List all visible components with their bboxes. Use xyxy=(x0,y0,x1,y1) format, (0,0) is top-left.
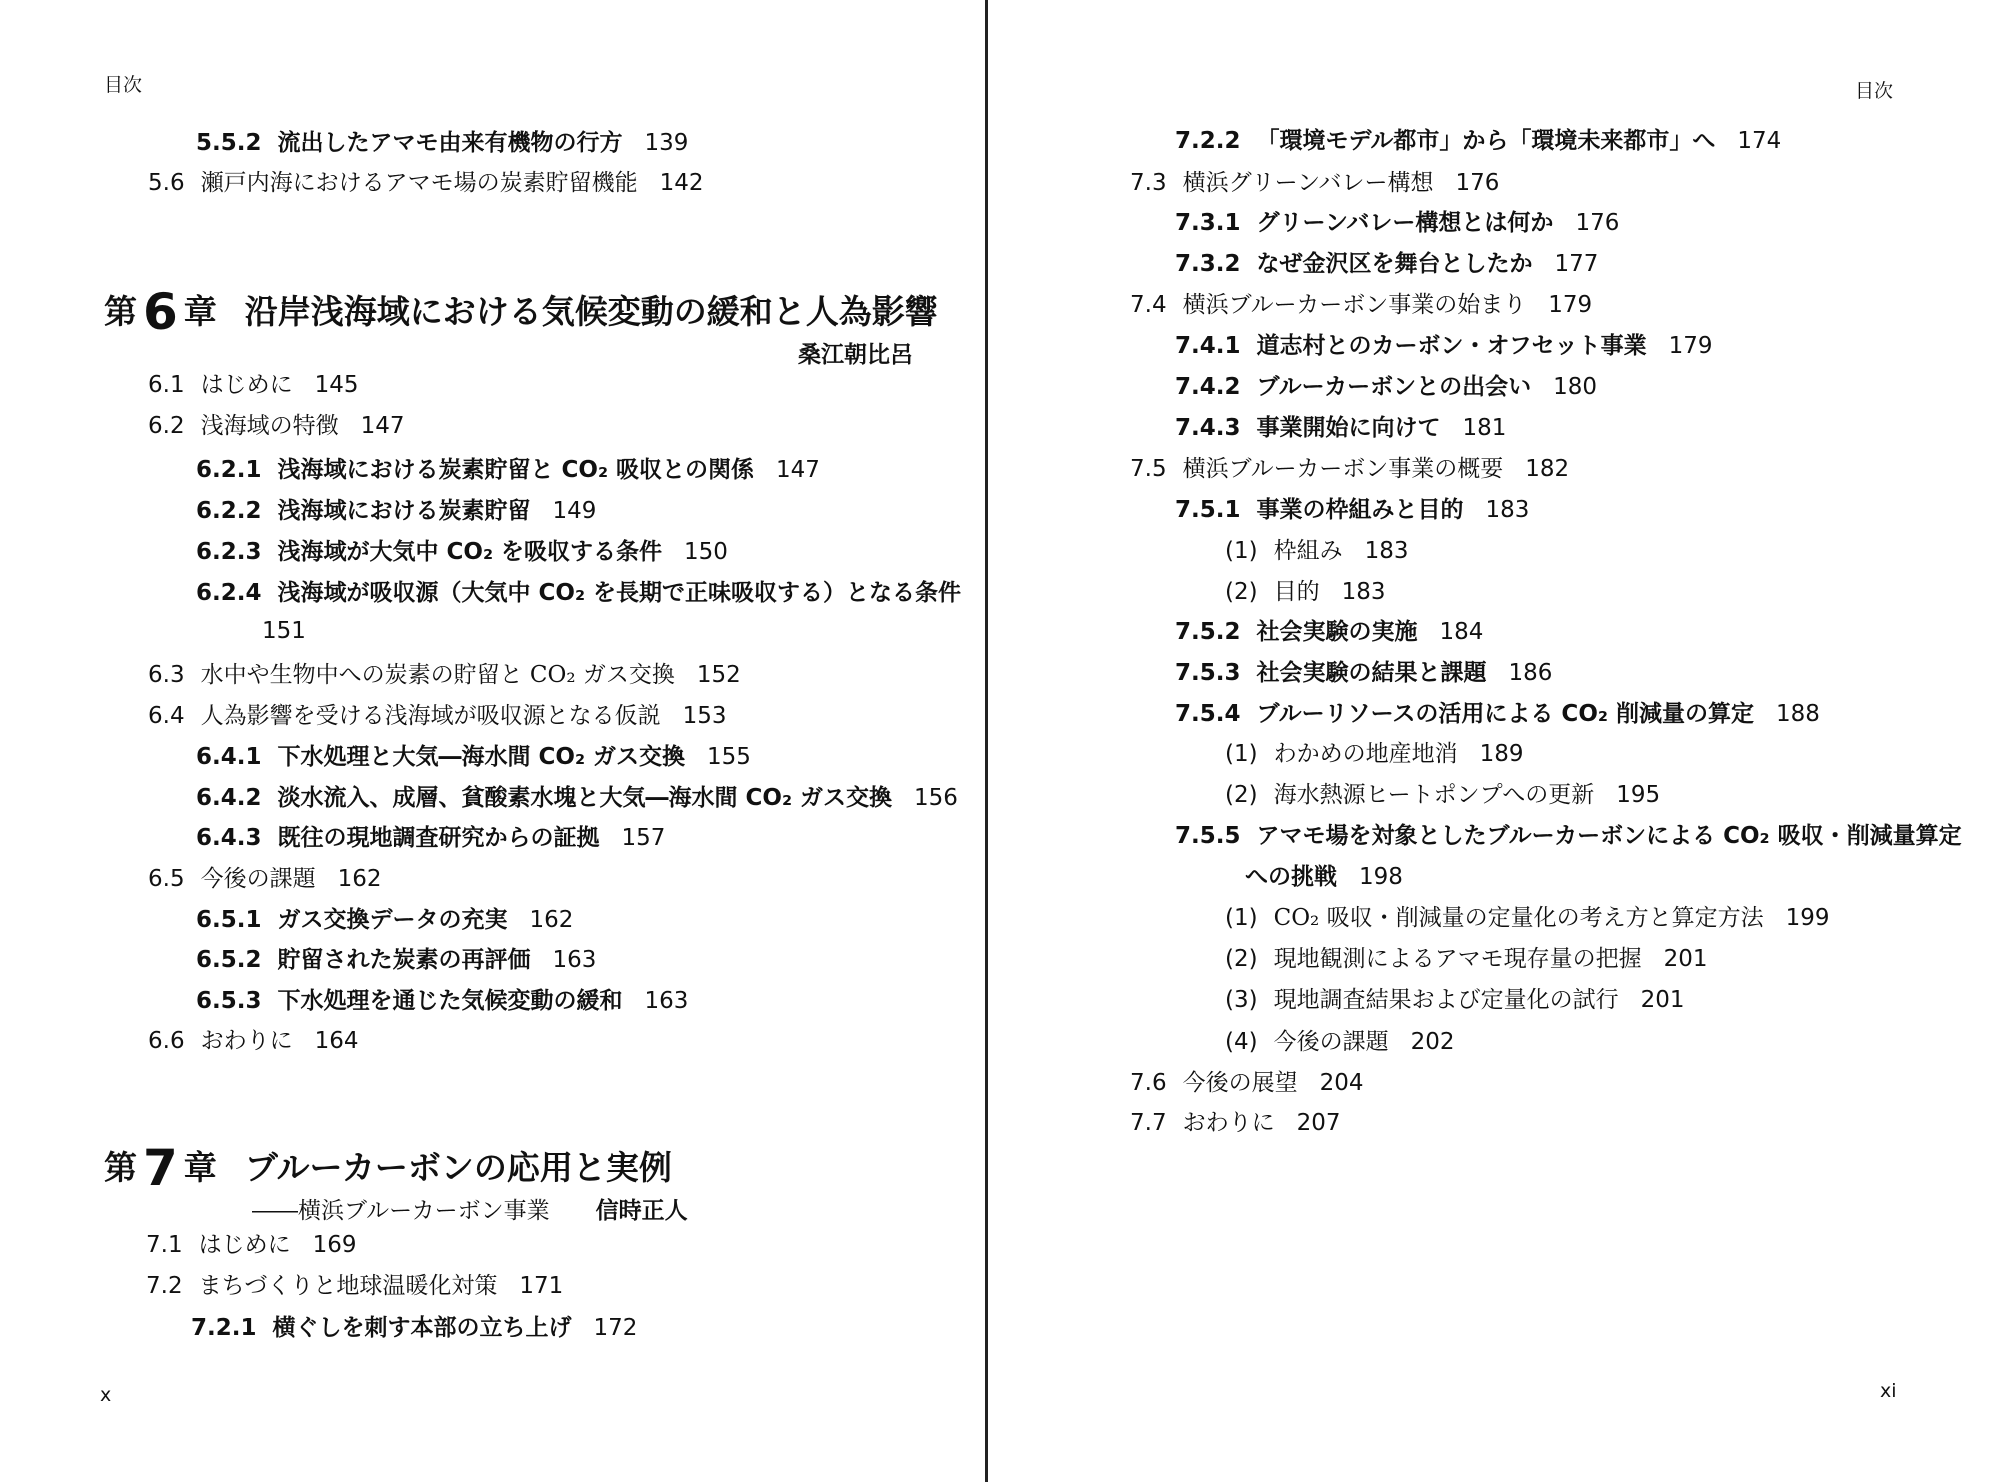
toc-entry-title: CO₂ 吸収・削減量の定量化の考え方と算定方法 xyxy=(1273,905,1764,931)
toc-entry xyxy=(191,1313,637,1343)
toc-entry-title: 社会実験の結果と課題 xyxy=(1256,660,1487,686)
toc-entry-page: 163 xyxy=(644,988,689,1014)
toc-entry xyxy=(1175,331,1713,361)
toc-entry xyxy=(196,905,573,935)
chapter-prefix: 第 xyxy=(104,292,137,331)
toc-entry xyxy=(146,1230,356,1260)
toc-entry-page: 183 xyxy=(1364,538,1409,564)
toc-entry-number: (1) xyxy=(1225,741,1258,767)
toc-entry-title: 社会実験の実施 xyxy=(1256,619,1418,645)
toc-entry-number: 5.5.2 xyxy=(196,130,262,156)
toc-entry-number: 7.4 xyxy=(1130,292,1167,318)
toc-entry-page: 153 xyxy=(682,703,727,729)
toc-entry-title: 下水処理と大気―海水間 CO₂ ガス交換 xyxy=(277,744,686,770)
toc-entry-page: 149 xyxy=(552,498,597,524)
toc-entry-title: おわりに xyxy=(1182,1110,1275,1136)
toc-entry-title: 現地観測によるアマモ現存量の把握 xyxy=(1273,946,1642,972)
toc-entry xyxy=(146,1271,563,1301)
toc-entry xyxy=(196,496,596,526)
toc-entry-title: 今後の課題 xyxy=(1273,1029,1389,1055)
toc-entry xyxy=(1225,944,1708,974)
chapter-title: 沿岸浅海域における気候変動の緩和と人為影響 xyxy=(244,292,938,331)
toc-entry-number: (2) xyxy=(1225,782,1258,808)
toc-entry-number: 7.2.2 xyxy=(1175,128,1241,154)
toc-entry-title: 事業の枠組みと目的 xyxy=(1256,497,1464,523)
right-page xyxy=(990,0,2000,1482)
toc-entry-title: 横浜ブルーカーボン事業の概要 xyxy=(1182,456,1504,482)
toc-entry-number: 6.4 xyxy=(148,703,185,729)
toc-entry-page: 204 xyxy=(1319,1070,1364,1096)
toc-entry-title: 浅海域における炭素貯留と CO₂ 吸収との関係 xyxy=(277,457,755,483)
chapter-subtitle: ――横浜ブルーカーボン事業 xyxy=(252,1198,550,1224)
toc-entry-number: (4) xyxy=(1225,1029,1258,1055)
toc-entry-number: 6.3 xyxy=(148,662,185,688)
toc-entry-title: 瀬戸内海におけるアマモ場の炭素貯留機能 xyxy=(200,170,638,196)
toc-entry xyxy=(196,823,665,853)
toc-entry xyxy=(1225,780,1660,810)
toc-entry-title: 現地調査結果および定量化の試行 xyxy=(1273,987,1619,1013)
toc-entry-title: 今後の課題 xyxy=(200,866,316,892)
toc-entry xyxy=(148,168,703,198)
toc-entry-number: 7.3.2 xyxy=(1175,251,1241,277)
page-number: xi xyxy=(1880,1380,1897,1402)
toc-entry-number: (1) xyxy=(1225,905,1258,931)
toc-entry-title: 流出したアマモ由来有機物の行方 xyxy=(277,130,623,156)
toc-entry-number: 6.5 xyxy=(148,866,185,892)
toc-entry-title: 枠組み xyxy=(1273,538,1343,564)
toc-entry-number: (1) xyxy=(1225,538,1258,564)
toc-entry-title: なぜ金沢区を舞台としたか xyxy=(1256,251,1533,277)
toc-entry-page: 179 xyxy=(1668,333,1713,359)
toc-entry-number: 6.5.3 xyxy=(196,988,262,1014)
toc-entry-title: 横浜グリーンバレー構想 xyxy=(1182,170,1434,196)
toc-entry xyxy=(148,660,741,690)
toc-entry-page: 147 xyxy=(776,457,820,483)
toc-entry-title: アマモ場を対象としたブルーカーボンによる CO₂ 吸収・削減量算定 xyxy=(1256,823,1962,849)
toc-entry-title: 下水処理を通じた気候変動の緩和 xyxy=(277,988,623,1014)
toc-entry-page: 180 xyxy=(1553,374,1598,400)
chapter-author: 信時正人 xyxy=(595,1198,688,1224)
toc-entry-page: 207 xyxy=(1296,1110,1341,1136)
toc-entry xyxy=(1175,495,1529,525)
toc-entry xyxy=(1130,168,1499,198)
toc-entry xyxy=(1245,862,1403,892)
toc-entry xyxy=(1225,739,1524,769)
toc-entry xyxy=(196,578,961,608)
toc-entry-number: (2) xyxy=(1225,579,1258,605)
toc-entry-number: 6.1 xyxy=(148,372,185,398)
toc-entry-number: 7.5.5 xyxy=(1175,823,1241,849)
toc-entry-title: 水中や生物中への炭素の貯留と CO₂ ガス交換 xyxy=(200,662,675,688)
toc-entry-title: 海水熱源ヒートポンプへの更新 xyxy=(1273,782,1595,808)
toc-entry-title: 貯留された炭素の再評価 xyxy=(277,947,531,973)
toc-entry-number: 6.4.3 xyxy=(196,825,262,851)
chapter-prefix: 第 xyxy=(104,1148,137,1187)
toc-entry-number: 6.5.2 xyxy=(196,947,262,973)
chapter-suffix: 章 xyxy=(183,292,217,331)
toc-entry-page: 183 xyxy=(1341,579,1386,605)
toc-entry-number: 7.6 xyxy=(1130,1070,1167,1096)
toc-entry-page: 176 xyxy=(1455,170,1500,196)
toc-entry-number: 7.5 xyxy=(1130,456,1167,482)
toc-entry-number: 6.4.1 xyxy=(196,744,262,770)
toc-entry-page: 162 xyxy=(337,866,382,892)
toc-entry xyxy=(1130,454,1569,484)
toc-entry xyxy=(1225,577,1386,607)
toc-entry-title: 浅海域の特徴 xyxy=(200,413,339,439)
toc-entry-page: 198 xyxy=(1359,864,1403,890)
chapter-title: ブルーカーボンの応用と実例 xyxy=(244,1148,672,1187)
toc-entry xyxy=(1175,208,1619,238)
toc-entry-number: 6.2.4 xyxy=(196,580,262,606)
toc-entry-page: 139 xyxy=(644,130,689,156)
toc-entry-title: わかめの地産地消 xyxy=(1273,741,1458,767)
toc-entry-page: 150 xyxy=(684,539,728,565)
toc-entry-number: 6.2 xyxy=(148,413,185,439)
toc-entry-page: 201 xyxy=(1640,987,1685,1013)
toc-entry xyxy=(148,1026,358,1056)
toc-entry-page: 186 xyxy=(1508,660,1553,686)
chapter-number: 7 xyxy=(143,1139,178,1197)
toc-entry xyxy=(1175,821,1962,851)
toc-entry-title: 浅海域における炭素貯留 xyxy=(277,498,531,524)
toc-entry xyxy=(1175,249,1598,279)
toc-entry xyxy=(1175,699,1820,729)
toc-entry-title: おわりに xyxy=(200,1028,293,1054)
toc-entry xyxy=(148,370,358,400)
toc-entry xyxy=(148,864,381,894)
toc-entry-title: グリーンバレー構想とは何か xyxy=(1256,210,1554,236)
toc-entry-page: 169 xyxy=(312,1232,357,1258)
toc-entry xyxy=(1225,1027,1455,1057)
running-head: 目次 xyxy=(104,74,143,96)
toc-entry-page: 199 xyxy=(1785,905,1830,931)
toc-entry xyxy=(196,986,688,1016)
toc-entry-number: 7.5.3 xyxy=(1175,660,1241,686)
toc-entry xyxy=(1175,126,1781,156)
toc-entry-title: 浅海域が大気中 CO₂ を吸収する条件 xyxy=(277,539,663,565)
toc-entry-page: 163 xyxy=(552,947,597,973)
toc-entry-page: 176 xyxy=(1575,210,1620,236)
toc-entry-page: 171 xyxy=(519,1273,564,1299)
toc-entry-title: への挑戦 xyxy=(1245,864,1337,890)
toc-entry-number: 7.3 xyxy=(1130,170,1167,196)
toc-entry-page: 195 xyxy=(1616,782,1661,808)
toc-entry-page: 177 xyxy=(1554,251,1599,277)
toc-entry-page: 179 xyxy=(1548,292,1593,318)
toc-entry-page: 142 xyxy=(659,170,704,196)
toc-entry-title: 「環境モデル都市」から「環境未来都市」へ xyxy=(1256,128,1716,154)
toc-entry xyxy=(148,411,404,441)
left-page xyxy=(0,0,985,1482)
toc-entry-title: はじめに xyxy=(200,372,293,398)
chapter-subtitle-line xyxy=(252,1192,688,1225)
chapter-suffix: 章 xyxy=(183,1148,217,1187)
toc-entry-page: 164 xyxy=(314,1028,359,1054)
toc-entry-number: 7.5.1 xyxy=(1175,497,1241,523)
toc-entry-page: 184 xyxy=(1439,619,1484,645)
toc-entry xyxy=(1225,903,1830,933)
toc-entry-number: 6.5.1 xyxy=(196,907,262,933)
toc-entry-number: (2) xyxy=(1225,946,1258,972)
toc-entry xyxy=(196,128,688,158)
toc-entry-title: ブルーカーボンとの出会い xyxy=(1256,374,1532,400)
toc-entry-number: 7.4.3 xyxy=(1175,415,1241,441)
toc-entry-title: ブルーリソースの活用による CO₂ 削減量の算定 xyxy=(1256,701,1754,727)
toc-entry-page: 188 xyxy=(1775,701,1820,727)
toc-entry-page: 189 xyxy=(1479,741,1524,767)
toc-entry-page: 172 xyxy=(593,1315,638,1341)
toc-entry xyxy=(196,742,751,772)
toc-entry xyxy=(196,537,728,567)
toc-entry-number: (3) xyxy=(1225,987,1258,1013)
toc-entry-page: 182 xyxy=(1525,456,1570,482)
toc-entry-title: 浅海域が吸収源（大気中 CO₂ を長期で正味吸収する）となる条件 xyxy=(277,580,962,606)
chapter-6-heading xyxy=(104,283,938,341)
toc-entry-page: 151 xyxy=(262,618,306,644)
toc-entry-number: 7.4.2 xyxy=(1175,374,1241,400)
toc-entry xyxy=(1175,372,1597,402)
toc-entry xyxy=(196,455,820,485)
toc-entry-title: 道志村とのカーボン・オフセット事業 xyxy=(1256,333,1647,359)
toc-entry-title: 人為影響を受ける浅海域が吸収源となる仮説 xyxy=(200,703,661,729)
toc-entry xyxy=(262,616,306,646)
chapter-7-heading xyxy=(104,1139,672,1197)
toc-entry-number: 6.2.3 xyxy=(196,539,262,565)
toc-entry-title: ガス交換データの充実 xyxy=(277,907,508,933)
toc-entry-title: はじめに xyxy=(198,1232,291,1258)
toc-entry-number: 6.2.1 xyxy=(196,457,262,483)
toc-entry xyxy=(196,783,958,813)
toc-entry-title: 横浜ブルーカーボン事業の始まり xyxy=(1182,292,1527,318)
toc-entry xyxy=(1175,617,1483,647)
toc-entry-title: 今後の展望 xyxy=(1182,1070,1298,1096)
toc-entry-title: 目的 xyxy=(1273,579,1320,605)
toc-entry-title: 事業開始に向けて xyxy=(1256,415,1441,441)
toc-entry-title: まちづくりと地球温暖化対策 xyxy=(198,1273,498,1299)
toc-entry xyxy=(1130,1108,1340,1138)
chapter-number: 6 xyxy=(143,283,178,341)
page-number: x xyxy=(100,1384,112,1406)
toc-entry-title: 既往の現地調査研究からの証拠 xyxy=(277,825,600,851)
toc-entry-number: 7.7 xyxy=(1130,1110,1167,1136)
toc-entry xyxy=(1130,1068,1363,1098)
toc-entry-page: 155 xyxy=(707,744,751,770)
toc-entry-page: 156 xyxy=(914,785,958,811)
toc-entry-number: 7.4.1 xyxy=(1175,333,1241,359)
toc-entry-number: 7.2.1 xyxy=(191,1315,257,1341)
toc-entry-title: 横ぐしを刺す本部の立ち上げ xyxy=(272,1315,572,1341)
toc-entry-number: 7.2 xyxy=(146,1273,183,1299)
chapter-author: 桑江朝比呂 xyxy=(798,342,913,368)
toc-entry-number: 6.4.2 xyxy=(196,785,262,811)
toc-entry-page: 181 xyxy=(1462,415,1507,441)
toc-entry-page: 145 xyxy=(314,372,359,398)
toc-entry xyxy=(1225,985,1685,1015)
page-spine xyxy=(985,0,988,1482)
toc-entry xyxy=(148,701,726,731)
toc-entry xyxy=(1130,290,1592,320)
toc-entry-number: 5.6 xyxy=(148,170,185,196)
toc-entry xyxy=(196,945,596,975)
toc-entry xyxy=(1175,658,1552,688)
toc-entry-page: 157 xyxy=(621,825,666,851)
toc-entry-number: 7.5.4 xyxy=(1175,701,1241,727)
toc-entry xyxy=(1175,413,1506,443)
toc-entry-number: 7.1 xyxy=(146,1232,183,1258)
toc-entry-page: 162 xyxy=(529,907,574,933)
toc-entry-page: 152 xyxy=(696,662,741,688)
toc-entry xyxy=(1225,536,1409,566)
toc-entry-number: 6.2.2 xyxy=(196,498,262,524)
toc-entry-page: 174 xyxy=(1737,128,1782,154)
toc-entry-page: 202 xyxy=(1410,1029,1455,1055)
toc-entry-page: 183 xyxy=(1485,497,1530,523)
toc-entry-number: 6.6 xyxy=(148,1028,185,1054)
toc-entry-number: 7.3.1 xyxy=(1175,210,1241,236)
toc-entry-title: 淡水流入、成層、貧酸素水塊と大気―海水間 CO₂ ガス交換 xyxy=(277,785,893,811)
toc-entry-page: 147 xyxy=(360,413,405,439)
running-head: 目次 xyxy=(1855,80,1894,102)
toc-entry-number: 7.5.2 xyxy=(1175,619,1241,645)
toc-entry-page: 201 xyxy=(1663,946,1708,972)
